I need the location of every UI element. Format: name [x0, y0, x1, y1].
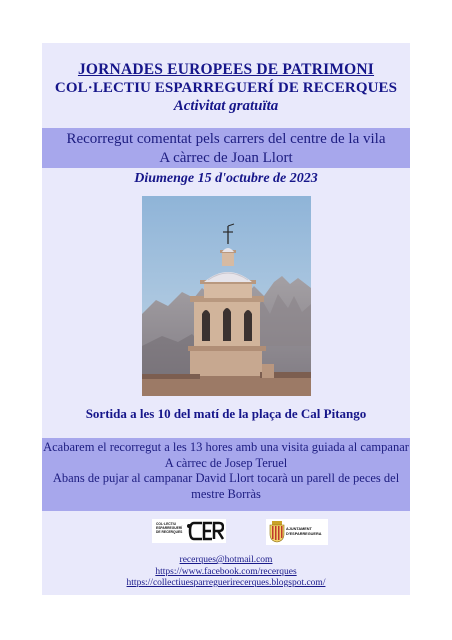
collective-logo [152, 519, 226, 543]
collective-logo-text [156, 522, 186, 535]
email-link[interactable]: recerques@hotmail.com [179, 555, 273, 565]
town-hall-logo [266, 519, 328, 545]
tour-band [42, 128, 410, 168]
town-hall-logo-text [286, 527, 326, 536]
event-date: Diumenge 15 d'octubre de 2023 [134, 171, 318, 186]
blog-link[interactable]: https://collectiuesparreguerirecerques.blogspot.com/ [126, 578, 326, 588]
poster [42, 43, 410, 595]
collective-logo-line1: COL·LECTIU [156, 522, 176, 526]
bell-performance-composer: mestre Borràs [191, 486, 261, 501]
town-hall-logo-line2: D'ESPARREGUERA [286, 531, 322, 536]
bell-performance: Abans de pujar al campanar David Llort tocarà un parell de peces del [52, 471, 400, 485]
belltower-band [42, 438, 410, 511]
organization-name: COL·LECTIU ESPARREGUERÍ DE RECERQUES [54, 80, 398, 96]
collective-logo-line3: DE RECERQUES [156, 530, 183, 535]
event-title: JORNADES EUROPEES DE PATRIMONI [77, 61, 375, 78]
tour-guide: A càrrec de Joan Llort [159, 150, 293, 166]
departure-info: Sortida a les 10 del matí de la plaça de Cal Pitango [85, 406, 367, 421]
bell-tower-photo [142, 196, 311, 396]
coat-of-arms-icon [269, 521, 285, 543]
belltower-visit: Acabarem el recorregut a les 13 hores amb una visita guiada al campanar [43, 440, 409, 454]
logos-row [42, 517, 410, 547]
belltower-guide: A càrrec de Josep Teruel [164, 455, 288, 470]
free-activity-label: Activitat gratuïta [173, 98, 279, 114]
cer-logo-icon [186, 521, 224, 541]
header [42, 61, 410, 115]
collective-logo-line2: ESPARREGUERÍ [156, 526, 183, 531]
contact-info [42, 555, 410, 590]
tour-description: Recorregut comentat pels carrers del centre de la vila [66, 131, 386, 147]
facebook-link[interactable]: https://www.facebook.com/recerques [155, 566, 297, 577]
town-hall-logo-line1: AJUNTAMENT [286, 527, 312, 531]
